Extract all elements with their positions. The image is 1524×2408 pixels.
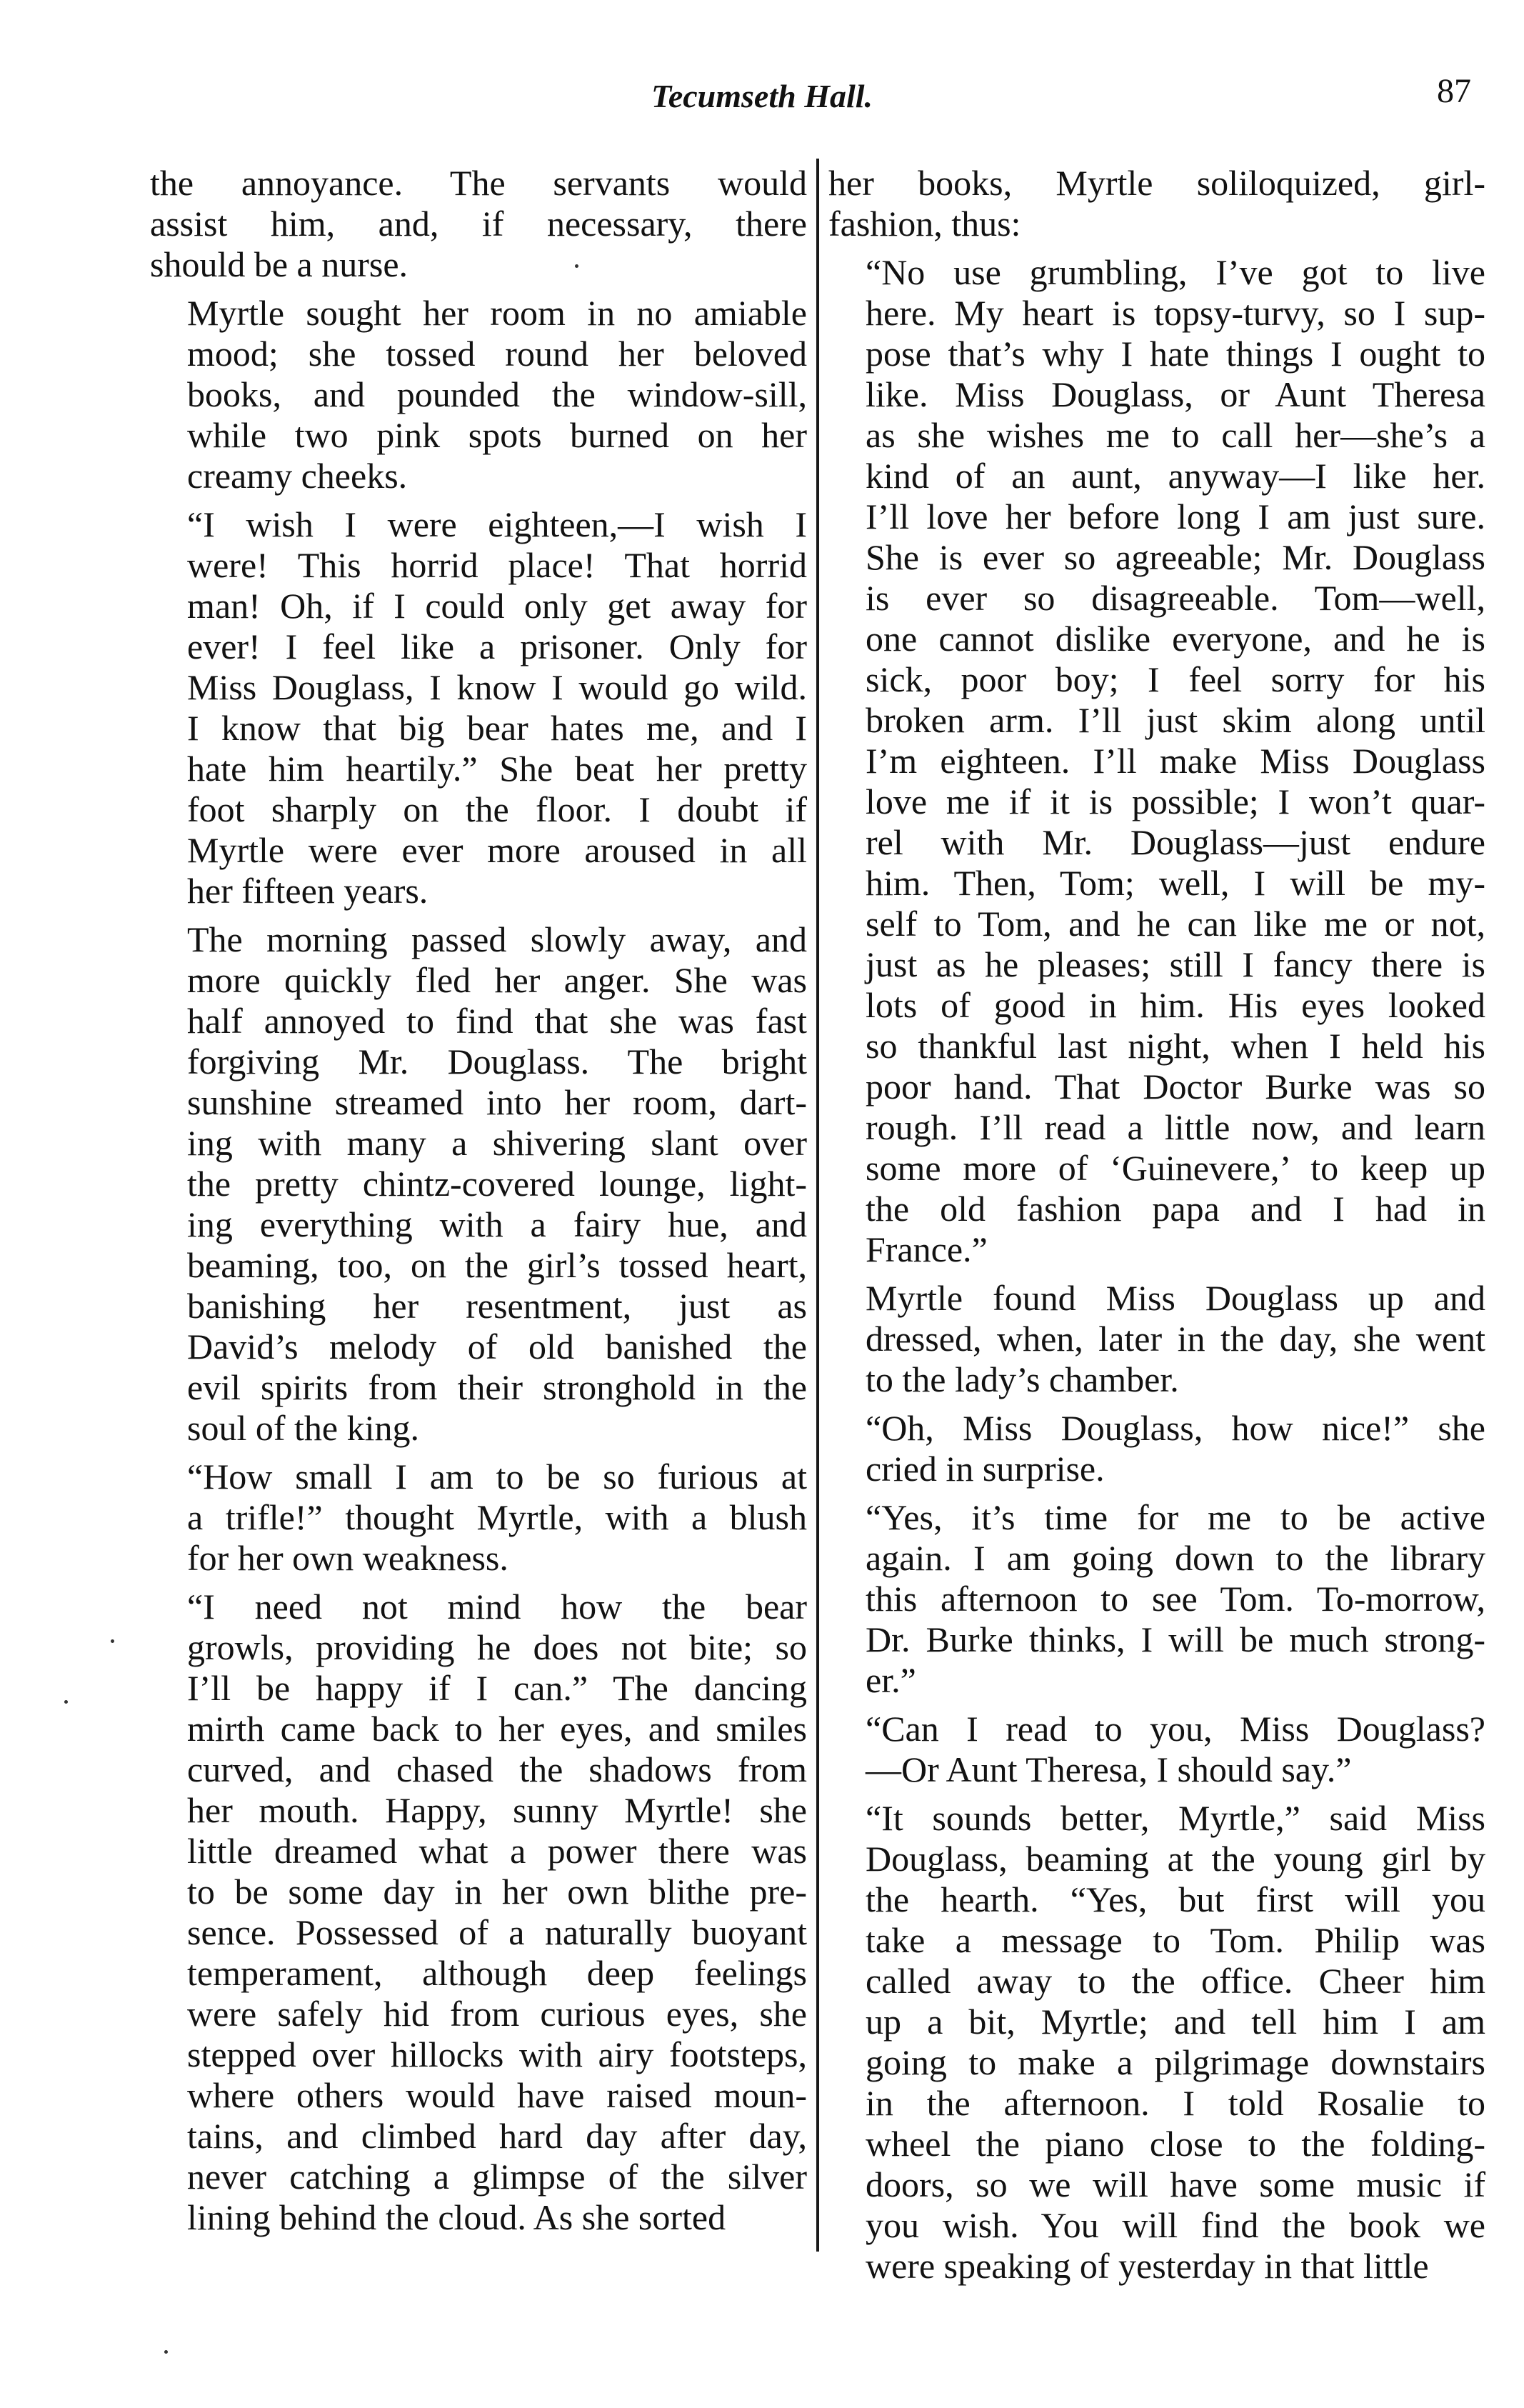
print-speck — [64, 1700, 68, 1704]
text-line: growls, providing he does not bite; so — [187, 1627, 807, 1667]
text-line: up a bit, Myrtle; and tell him I am — [866, 2002, 1485, 2042]
text-line: should be a nurse. — [150, 244, 408, 284]
text-line: self to Tom, and he can like me or not, — [866, 904, 1485, 944]
text-line: Myrtle found Miss Douglass up and — [866, 1278, 1485, 1318]
text-line: her mouth. Happy, sunny Myrtle! she — [187, 1790, 807, 1830]
text-line: the annoyance. The servants would — [150, 163, 807, 203]
text-line: cried in surprise. — [866, 1449, 1105, 1489]
text-line: here. My heart is topsy-turvy, so I sup- — [866, 293, 1485, 333]
text-line: more quickly fled her anger. She was — [187, 960, 807, 1000]
text-line: stepped over hillocks with airy footsteps, — [187, 2034, 807, 2074]
text-line: is ever so disagreeable. Tom—well, — [866, 578, 1485, 618]
text-line: lining behind the cloud. As she sorted — [187, 2197, 726, 2237]
text-line: evil spirits from their stronghold in the — [187, 1367, 807, 1407]
text-line: doors, so we will have some music if — [866, 2164, 1485, 2204]
text-line: I’ll be happy if I can.” The dancing — [187, 1668, 807, 1708]
text-line: lots of good in him. His eyes looked — [866, 985, 1485, 1025]
page-number: 87 — [1437, 72, 1471, 110]
paragraph — [828, 1278, 1485, 1400]
text-line: temperament, although deep feelings — [187, 1953, 807, 1993]
text-line: called away to the office. Cheer him — [866, 1961, 1485, 2001]
text-line: to the lady’s chamber. — [866, 1359, 1179, 1399]
text-line: foot sharply on the floor. I doubt if — [187, 789, 807, 829]
text-line: curved, and chased the shadows from — [187, 1749, 807, 1789]
text-line: going to make a pilgrimage downstairs — [866, 2042, 1485, 2082]
text-line: creamy cheeks. — [187, 456, 408, 496]
text-line: sence. Possessed of a naturally buoyant — [187, 1912, 807, 1952]
text-line: half annoyed to find that she was fast — [187, 1001, 807, 1041]
text-line: books, and pounded the window-sill, — [187, 374, 807, 414]
text-line: “It sounds better, Myrtle,” said Miss — [866, 1798, 1485, 1838]
text-line: sick, poor boy; I feel sorry for his — [866, 659, 1485, 699]
text-line: were speaking of yesterday in that little — [866, 2246, 1429, 2286]
text-line: Myrtle were ever more aroused in all — [187, 830, 807, 870]
text-line: her books, Myrtle soliloquized, girl- — [828, 163, 1485, 203]
print-speck — [111, 1639, 114, 1643]
text-line: so thankful last night, when I held his — [866, 1026, 1485, 1066]
text-line: wheel the piano close to the folding- — [866, 2124, 1485, 2164]
text-line: him. Then, Tom; well, I will be my- — [866, 863, 1485, 903]
running-title: Tecumseth Hall. — [651, 78, 873, 114]
text-line: I know that big bear hates me, and I — [187, 708, 807, 748]
text-line: assist him, and, if necessary, there — [150, 204, 807, 244]
print-speck — [575, 264, 578, 268]
paragraph — [828, 1798, 1485, 2287]
text-line: were safely hid from curious eyes, she — [187, 1994, 807, 2034]
text-line: Miss Douglass, I know I would go wild. — [187, 667, 807, 707]
text-line: sunshine streamed into her room, dart- — [187, 1082, 807, 1122]
text-line: just as he pleases; still I fancy there is — [866, 944, 1485, 984]
text-line: like. Miss Douglass, or Aunt Theresa — [866, 374, 1485, 414]
paragraph — [150, 504, 807, 911]
text-line: little dreamed what a power there was — [187, 1831, 807, 1871]
text-line: She is ever so agreeable; Mr. Douglass — [866, 537, 1485, 577]
text-line: mood; she tossed round her beloved — [187, 334, 807, 374]
text-line: again. I am going down to the library — [866, 1538, 1485, 1578]
paragraph — [150, 1457, 807, 1579]
paragraph — [150, 293, 807, 496]
print-speck — [164, 2350, 168, 2354]
text-line: where others would have raised moun- — [187, 2075, 807, 2115]
text-line: rel with Mr. Douglass—just endure — [866, 822, 1485, 862]
paragraph — [150, 1587, 807, 2238]
text-line: mirth came back to her eyes, and smiles — [187, 1709, 807, 1749]
text-line: —Or Aunt Theresa, I should say.” — [866, 1749, 1352, 1789]
paragraph — [828, 1408, 1485, 1489]
text-line: as she wishes me to call her—she’s a — [866, 415, 1485, 455]
text-line: love me if it is possible; I won’t quar- — [866, 781, 1485, 821]
text-line: ing with many a shivering slant over — [187, 1123, 807, 1163]
text-line: forgiving Mr. Douglass. The bright — [187, 1041, 807, 1081]
text-line: tains, and climbed hard day after day, — [187, 2116, 807, 2156]
text-line: a trifle!” thought Myrtle, with a blush — [187, 1497, 807, 1537]
text-line: dressed, when, later in the day, she went — [866, 1319, 1485, 1359]
text-line: to be some day in her own blithe pre- — [187, 1872, 807, 1912]
text-line: were! This horrid place! That horrid — [187, 545, 807, 585]
text-line: in the afternoon. I told Rosalie to — [866, 2083, 1485, 2123]
text-line: this afternoon to see Tom. To-morrow, — [866, 1579, 1485, 1619]
text-line: rough. I’ll read a little now, and learn — [866, 1107, 1485, 1147]
left-text-column — [150, 163, 807, 2246]
text-line: banishing her resentment, just as — [187, 1286, 807, 1326]
text-line: Douglass, beaming at the young girl by — [866, 1839, 1485, 1879]
text-line: poor hand. That Doctor Burke was so — [866, 1066, 1485, 1106]
text-line: “I need not mind how the bear — [187, 1587, 807, 1627]
text-line: pose that’s why I hate things I ought to — [866, 334, 1485, 374]
text-line: “Can I read to you, Miss Douglass? — [866, 1709, 1485, 1749]
text-line: “Yes, it’s time for me to be active — [866, 1497, 1485, 1537]
text-line: take a message to Tom. Philip was — [866, 1920, 1485, 1960]
paragraph — [828, 1497, 1485, 1701]
text-line: I’ll love her before long I am just sure. — [866, 496, 1485, 536]
text-line: “Oh, Miss Douglass, how nice!” she — [866, 1408, 1485, 1448]
text-line: never catching a glimpse of the silver — [187, 2157, 807, 2197]
paragraph — [828, 1709, 1485, 1790]
text-line: the pretty chintz-covered lounge, light- — [187, 1164, 807, 1204]
text-line: kind of an aunt, anyway—I like her. — [866, 456, 1485, 496]
text-line: you wish. You will find the book we — [866, 2205, 1485, 2245]
text-line: Myrtle sought her room in no amiable — [187, 293, 807, 333]
text-line: for her own weakness. — [187, 1538, 508, 1578]
column-divider-rule — [816, 159, 819, 2252]
paragraph — [828, 163, 1485, 244]
text-line: while two pink spots burned on her — [187, 415, 807, 455]
text-line: The morning passed slowly away, and — [187, 919, 807, 959]
text-line: France.” — [866, 1229, 988, 1269]
text-line: soul of the king. — [187, 1408, 419, 1448]
text-line: broken arm. I’ll just skim along until — [866, 700, 1485, 740]
text-line: one cannot dislike everyone, and he is — [866, 619, 1485, 659]
text-line: fashion, thus: — [828, 204, 1021, 244]
text-line: I’m eighteen. I’ll make Miss Douglass — [866, 741, 1485, 781]
text-line: some more of ‘Guinevere,’ to keep up — [866, 1148, 1485, 1188]
text-line: David’s melody of old banished the — [187, 1327, 807, 1367]
text-line: hate him heartily.” She beat her pretty — [187, 749, 807, 789]
right-text-column — [828, 163, 1485, 2294]
text-line: man! Oh, if I could only get away for — [187, 586, 807, 626]
text-line: Dr. Burke thinks, I will be much strong- — [866, 1619, 1485, 1659]
text-line: ever! I feel like a prisoner. Only for — [187, 626, 807, 666]
paragraph — [828, 252, 1485, 1270]
paragraph — [150, 163, 807, 285]
paragraph — [150, 919, 807, 1449]
text-line: ing everything with a fairy hue, and — [187, 1204, 807, 1244]
text-line: “No use grumbling, I’ve got to live — [866, 252, 1485, 292]
text-line: er.” — [866, 1660, 916, 1700]
text-line: the hearth. “Yes, but first will you — [866, 1879, 1485, 1919]
text-line: “How small I am to be so furious at — [187, 1457, 807, 1497]
text-line: beaming, too, on the girl’s tossed heart, — [187, 1245, 807, 1285]
text-line: the old fashion papa and I had in — [866, 1189, 1485, 1229]
text-line: “I wish I were eighteen,—I wish I — [187, 504, 807, 544]
text-line: her fifteen years. — [187, 871, 428, 911]
